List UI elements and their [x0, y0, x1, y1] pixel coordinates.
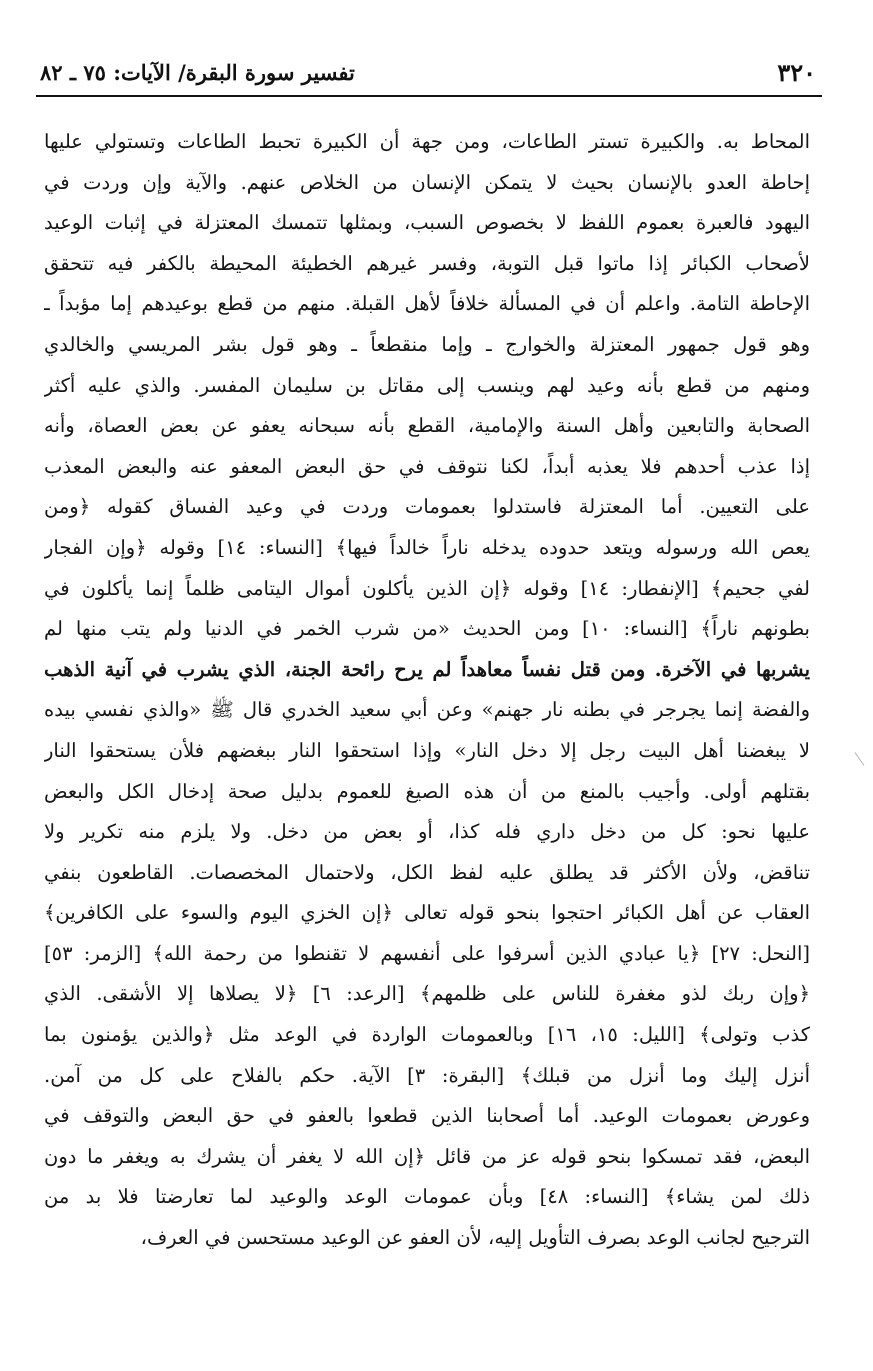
text-line: ومنهم من قطع بأنه وعيد لهم وينسب إلى مقاتل بن سليمان المفسر. والذي عليه أكثر [44, 373, 810, 397]
text-line: ﴿وإن ربك لذو مغفرة للناس على ظلمهم﴾ [الرعد: ٦] ﴿لا يصلاها إلا الأشقى. الذي [44, 982, 810, 1006]
text-line: [النحل: ٢٧] ﴿يا عبادي الذين أسرفوا على أنفسهم لا تقنطوا من رحمة الله﴾ [الزمر: ٥٣] [44, 941, 810, 965]
text-line: يعص الله ورسوله ويتعد حدوده يدخله ناراً خالداً فيها﴾ [النساء: ١٤] وقوله ﴿وإن الفجار [44, 535, 810, 559]
text-line: بطونهم ناراً﴾ [النساء: ١٠] ومن الحديث «من شرب الخمر في الدنيا ولم يتب منها لم [44, 617, 810, 641]
text-line: وهو قول جمهور المعتزلة والخوارج ـ وإما منقطعاً ـ وهو قول بشر المريسي والخالدي [44, 332, 810, 356]
text-line: يشربها في الآخرة. ومن قتل نفساً معاهداً لم يرح رائحة الجنة، الذي يشرب في آنية الذهب [44, 657, 810, 681]
text-line: لفي جحيم﴾ [الإنفطار: ١٤] وقوله ﴿إن الذين يأكلون أموال اليتامى ظلماً إنما يأكلون في [44, 576, 810, 600]
text-line: تناقض، ولأن الأكثر قد يطلق عليه لفظ الكل، ولاحتمال المخصصات. القاطعون بنفي [44, 860, 810, 884]
running-title: تفسير سورة البقرة/ الآيات: ٧٥ ـ ٨٢ [40, 60, 355, 85]
text-line: العقاب عن أهل الكبائر احتجوا بنحو قوله تعالى ﴿إن الخزي اليوم والسوء على الكافرين﴾ [44, 901, 810, 925]
text-line: والفضة إنما يجرجر في بطنه نار جهنم» وعن أبي سعيد الخدري قال ﷺ «والذي نفسي بيده [44, 698, 810, 722]
text-line: ذلك لمن يشاء﴾ [النساء: ٤٨] وبأن عمومات الوعد والوعيد لما تعارضتا فلا بد من [44, 1185, 810, 1209]
text-line: لأصحاب الكبائر إذا ماتوا قبل التوبة، وفسر غيرهم الخطيئة المحيطة بالكفر فيه تتحقق [44, 251, 810, 275]
margin-mark [854, 746, 872, 765]
text-line: البعض، فقد تمسكوا بنحو قوله عز من قائل ﴿إن الله لا يغفر أن يشرك به ويغفر ما دون [44, 1144, 810, 1168]
text-line: المحاط به. والكبيرة تستر الطاعات، ومن جهة أن الكبيرة تحبط الطاعات وتستولي عليها [44, 130, 810, 153]
text-line: كذب وتولى﴾ [الليل: ١٥، ١٦] وبالعمومات الواردة في الوعد مثل ﴿والذين يؤمنون بما [44, 1023, 810, 1047]
text-line: الترجيح لجانب الوعد بصرف التأويل إليه، لأن العفو عن الوعيد مستحسن في العرف، [140, 1226, 810, 1250]
text-line: الإحاطة التامة. واعلم أن في المسألة خلافاً لأهل القبلة. منهم من قطع بوعيدهم إما مؤبداً ـ [44, 292, 810, 316]
text-line: بقتلهم أولى. وأجيب بالمنع من أن هذه الصيغ للعموم بدليل صحة إدخال الكل والبعض [44, 779, 810, 803]
text-line: لا يبغضنا أهل البيت رجل إلا دخل النار» وإذا استحقوا النار ببغضهم فلأن يستحقوا النار [44, 738, 810, 762]
text-line: إذا عذب أحدهم فلا يعذبه أبداً، لكنا نتوقف في حق البعض المعفو عنه والبعض المعذب [44, 454, 810, 478]
page-number: ٣٢٠ [777, 58, 816, 87]
text-line: إحاطة العدو بالإنسان بحيث لا يتمكن الإنسان من الخلاص عنهم. والآية وإن وردت في [44, 170, 810, 194]
text-line: أنزل إليك وما أنزل من قبلك﴾ [البقرة: ٣] الآية. حكم بالفلاح على كل من آمن. [44, 1063, 810, 1087]
text-line: اليهود فالعبرة بعموم اللفظ لا بخصوص السبب، وبمثلها تتمسك المعتزلة في إثبات الوعيد [44, 211, 810, 235]
text-line: وعورض بعمومات الوعيد. أما أصحابنا الذين قطعوا بالعفو في حق البعض والتوقف في [44, 1104, 810, 1128]
text-line: على التعيين. أما المعتزلة فاستدلوا بعمومات وردت في وعيد الفساق كقوله ﴿ومن [44, 495, 810, 519]
running-header [38, 54, 820, 94]
body-text [44, 122, 810, 1259]
text-line: الصحابة والتابعين وأهل السنة والإمامية، القطع بأنه سبحانه يعفو عن بعض العصاة، وأنه [44, 414, 810, 438]
header-rule [36, 95, 822, 97]
text-line: عليها نحو: كل من دخل داري فله كذا، أو بعض من دخل. ولا يلزم منه تكرير ولا [44, 820, 810, 844]
